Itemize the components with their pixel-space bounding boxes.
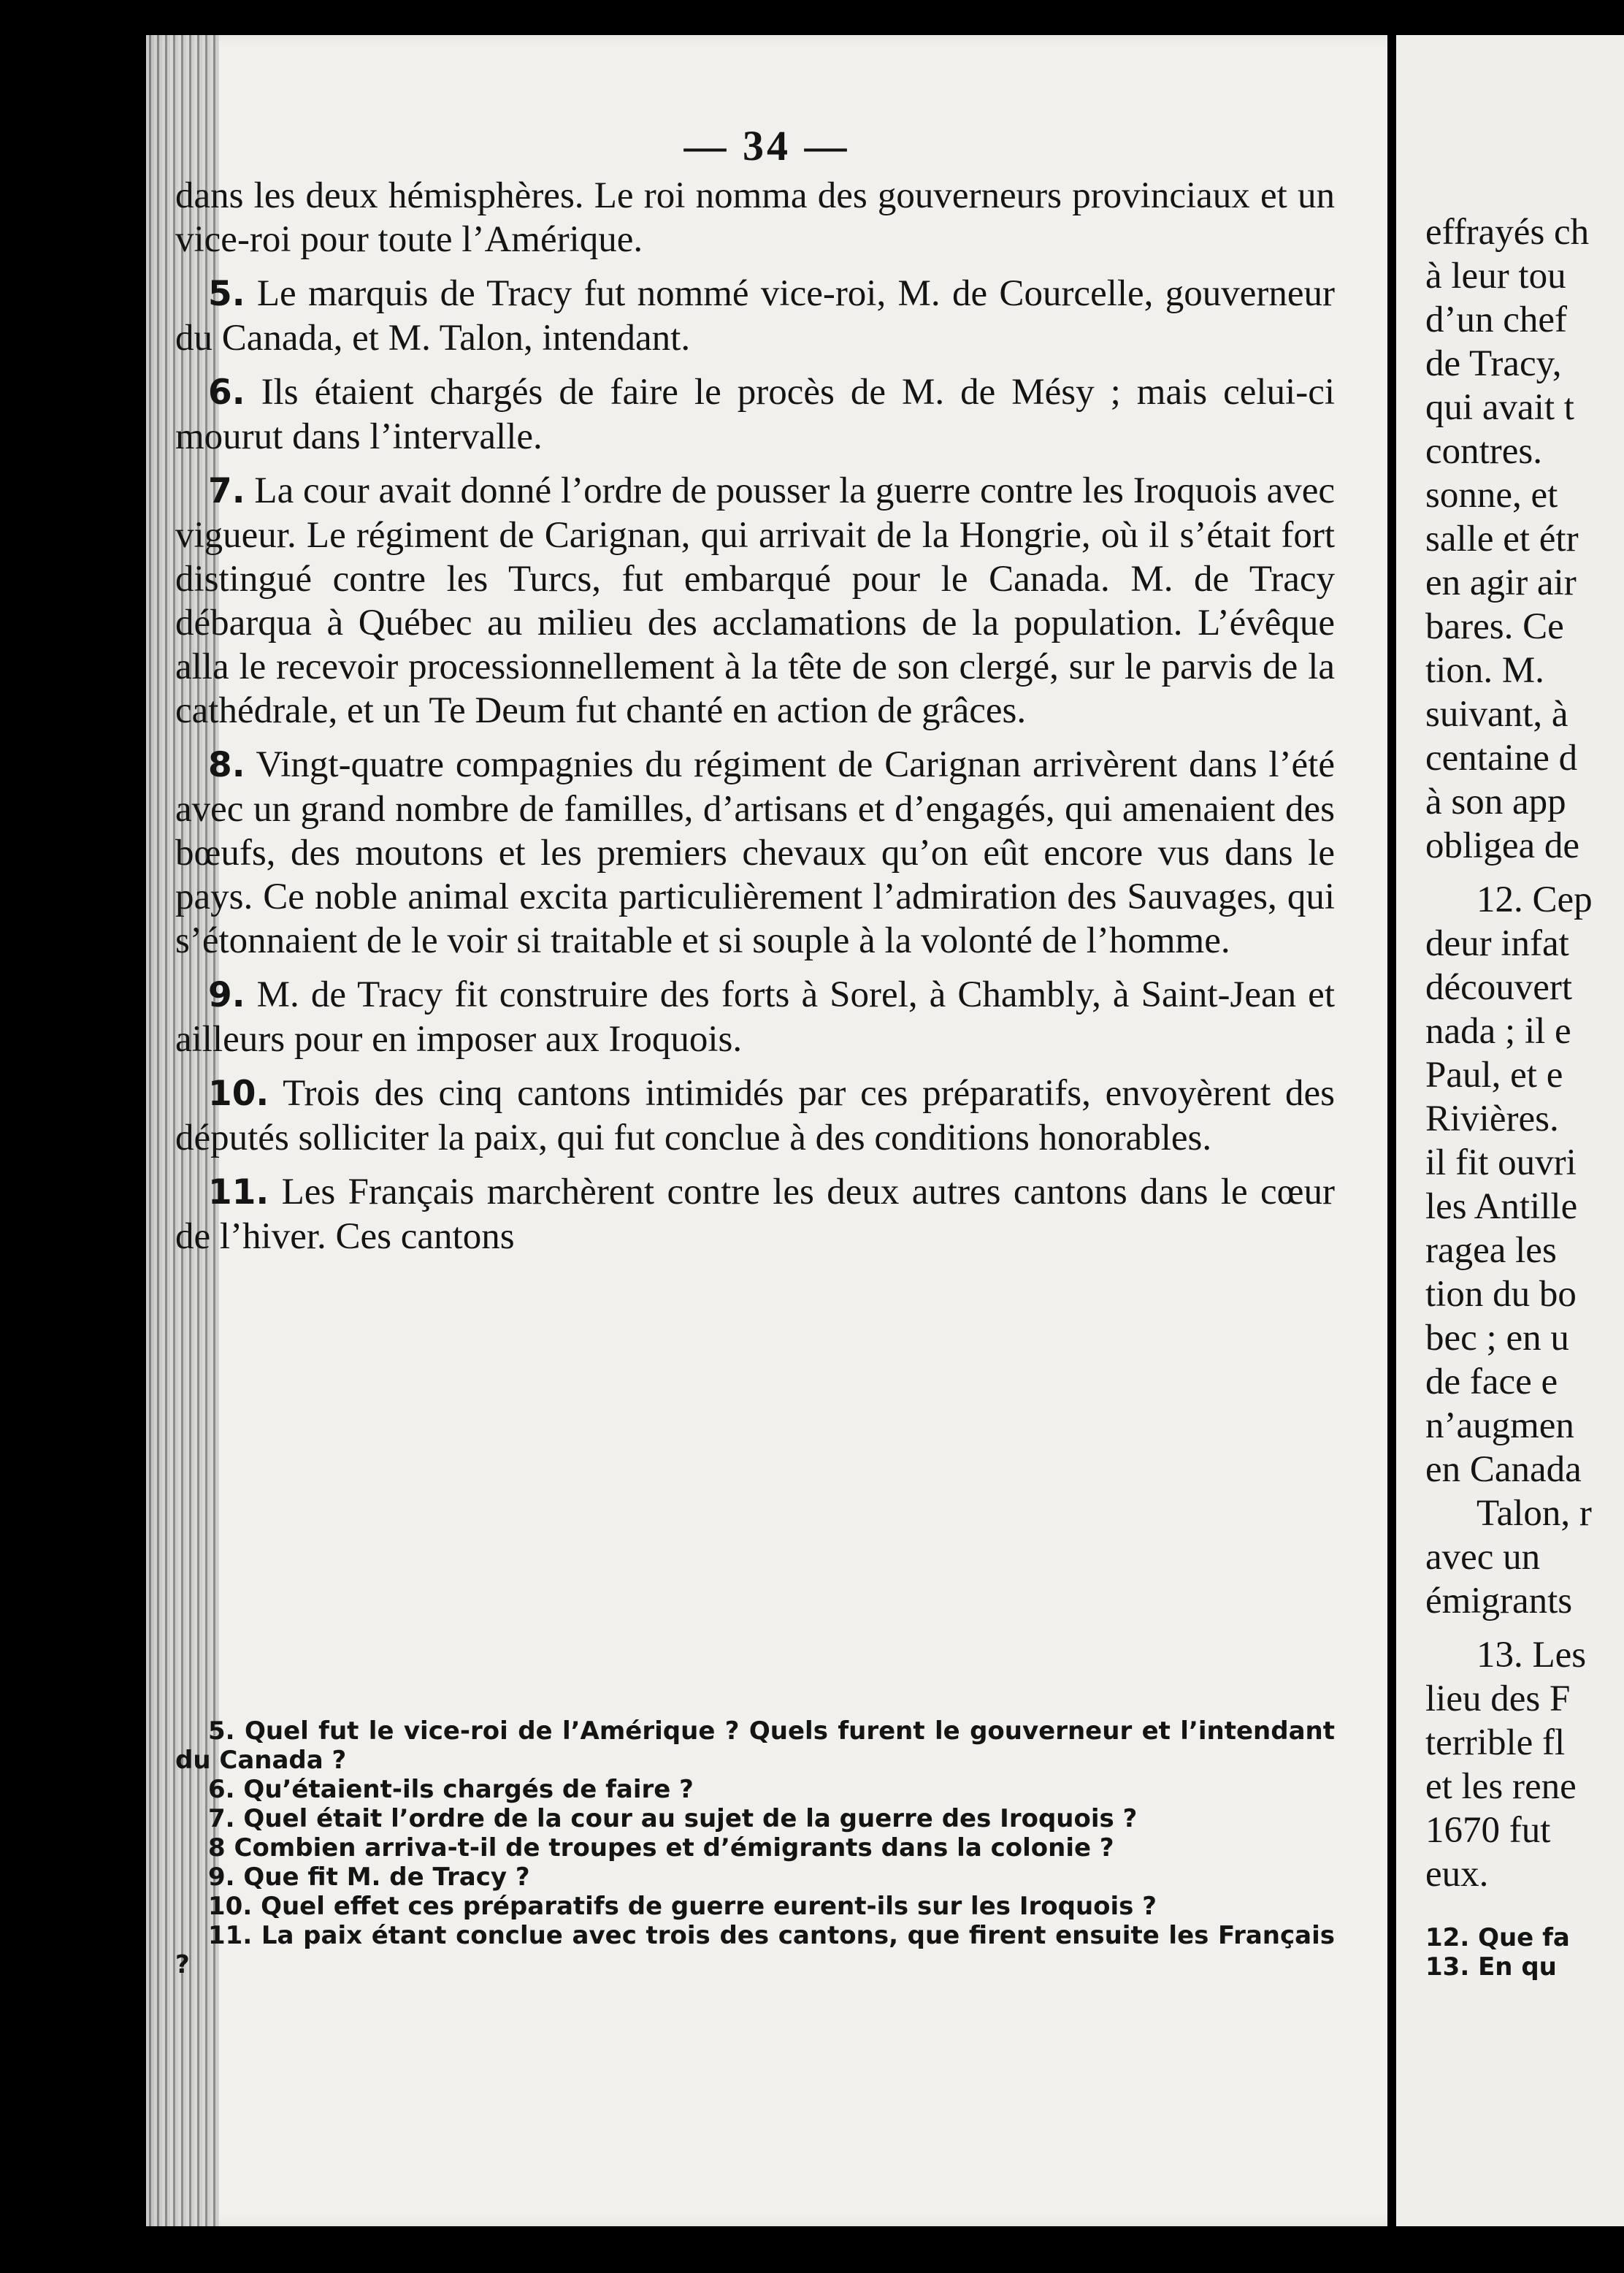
paragraph-11 [175, 1170, 1335, 1258]
right-line: il fit ouvri [1425, 1142, 1577, 1183]
right-page-questions [1425, 1923, 1570, 1982]
right-line: qui avait t [1425, 387, 1574, 428]
right-line: lieu des F [1425, 1678, 1571, 1719]
right-line: effrayés ch [1425, 212, 1590, 253]
question-11: 11. La paix étant conclue avec trois des cantons, que firent ensuite les Français ? [175, 1921, 1335, 1979]
right-line: les Antille [1425, 1186, 1578, 1227]
question-8: 8 Combien arriva-t-il de troupes et d’émigrants dans la colonie ? [208, 1833, 1114, 1863]
paragraph-number: 7. [208, 471, 245, 511]
question-13: 13. En qu [1425, 1952, 1557, 1982]
right-line: sonne, et [1425, 475, 1558, 516]
paragraph-5 [175, 272, 1335, 360]
right-line: 12. Cep [1476, 879, 1593, 920]
paragraph-text: M. de Tracy fit construire des forts à Sorel, à Chambly, à Saint-Jean et ailleurs pour en imposer aux Iroquois. [175, 974, 1335, 1060]
left-page-body [175, 174, 1335, 1269]
right-line: suivant, à [1425, 694, 1569, 735]
paragraph-number: 5. [208, 274, 245, 314]
question-12: 12. Que fa [1425, 1923, 1570, 1952]
right-page-body [1425, 210, 1624, 1896]
right-line: deur infat [1425, 923, 1569, 964]
right-line: n’augmen [1425, 1405, 1574, 1446]
paragraph-7 [175, 469, 1335, 733]
right-line: tion du bo [1425, 1274, 1577, 1315]
right-line: d’un chef [1425, 299, 1567, 340]
right-line: de Tracy, [1425, 343, 1562, 384]
question-9: 9. Que fit M. de Tracy ? [208, 1863, 530, 1892]
paragraph-9 [175, 973, 1335, 1061]
right-line: à son app [1425, 782, 1566, 822]
paragraph-text: Vingt-quatre compagnies du régiment de Carignan arrivèrent dans l’été avec un grand nombre de familles, d’artisans et d’engagés, qui amenaient des bœufs, des moutons et les premiers chevaux qu’on eût encore vus dans le pays. Ce noble animal excita particulièrement l’admiration des Sauvages, qui s’étonnaient de le voir si traitable et si souple à la volonté de l’homme. [175, 744, 1335, 961]
paragraph-text: Trois des cinq cantons intimidés par ces préparatifs, envoyèrent des députés solliciter la paix, qui fut conclue à des conditions honorables. [175, 1073, 1335, 1158]
right-line: Talon, r [1476, 1493, 1592, 1534]
right-line: à leur tou [1425, 256, 1566, 297]
right-line: 13. Les [1476, 1635, 1587, 1676]
right-line: Rivières. [1425, 1099, 1559, 1139]
right-line: émigrants [1425, 1581, 1573, 1621]
question-5: 5. Quel fut le vice-roi de l’Amérique ? Quels furent le gouverneur et l’intendant du Canada ? [175, 1716, 1335, 1775]
right-line: contres. [1425, 431, 1543, 472]
paragraph-text: Le marquis de Tracy fut nommé vice-roi, M. de Courcelle, gouverneur du Canada, et M. Talon, intendant. [175, 273, 1335, 359]
paragraph-text: dans les deux hémisphères. Le roi nomma des gouverneurs provinciaux et un vice-roi pour toute l’Amérique. [175, 175, 1335, 260]
paragraph-6 [175, 370, 1335, 459]
right-line: terrible fl [1425, 1722, 1566, 1763]
study-questions [175, 1716, 1335, 1979]
right-line: et les rene [1425, 1766, 1577, 1807]
paragraph-continued [175, 174, 1335, 261]
paragraph-text: Les Français marchèrent contre les deux autres cantons dans le cœur de l’hiver. Ces cantons [175, 1172, 1335, 1257]
paragraph-10 [175, 1071, 1335, 1160]
page-number: — 34 — [683, 122, 850, 169]
right-line: en agir air [1425, 562, 1577, 603]
right-line: nada ; il e [1425, 1011, 1571, 1052]
right-line: avec un [1425, 1537, 1541, 1578]
paragraph-number: 11. [208, 1172, 269, 1212]
right-line: 1670 fut [1425, 1810, 1551, 1851]
question-7: 7. Quel était l’ordre de la cour au sujet de la guerre des Iroquois ? [208, 1804, 1138, 1833]
right-line: de face e [1425, 1361, 1558, 1402]
right-line: tion. M. [1425, 650, 1544, 691]
paragraph-text: La cour avait donné l’ordre de pousser la guerre contre les Iroquois avec vigueur. Le régiment de Carignan, qui arrivait de la Hongrie, où il s’était fort distingué contre les Turcs, fut embarqué pour le Canada. M. de Tracy débarqua à Québec au milieu des acclamations de la population. L’évêque alla le recevoir processionnellement à la tête de son clergé, sur le parvis de la cathédrale, et un Te Deum fut chanté en action de grâces. [175, 470, 1335, 731]
question-6: 6. Qu’étaient-ils chargés de faire ? [208, 1775, 694, 1804]
paragraph-number: 10. [208, 1074, 269, 1114]
right-line: bares. Ce [1425, 606, 1564, 647]
right-line: bec ; en u [1425, 1318, 1569, 1359]
right-line: en Canada [1425, 1449, 1582, 1490]
paragraph-8 [175, 743, 1335, 963]
paragraph-number: 8. [208, 745, 245, 785]
right-line: centaine d [1425, 738, 1578, 779]
paragraph-text: Ils étaient chargés de faire le procès de M. de Mésy ; mais celui-ci mourut dans l’intervalle. [175, 372, 1336, 457]
right-line: Paul, et e [1425, 1055, 1563, 1096]
right-line: découvert [1425, 967, 1573, 1008]
paragraph-number: 6. [208, 373, 245, 413]
question-10: 10. Quel effet ces préparatifs de guerre eurent-ils sur les Iroquois ? [208, 1892, 1157, 1921]
right-line: obligea de [1425, 825, 1579, 866]
right-line: salle et étr [1425, 519, 1579, 559]
right-line: eux. [1425, 1854, 1489, 1895]
right-page [1396, 35, 1624, 2226]
right-line: ragea les [1425, 1230, 1557, 1271]
paragraph-number: 9. [208, 975, 245, 1015]
